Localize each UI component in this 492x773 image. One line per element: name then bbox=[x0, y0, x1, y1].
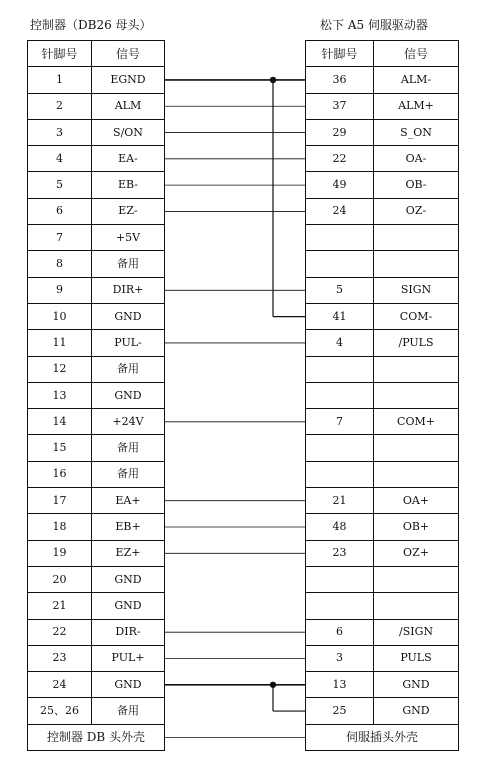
left-signal-cell: GND bbox=[92, 382, 165, 408]
right-pin-cell: 48 bbox=[306, 514, 374, 540]
junction-dot bbox=[270, 682, 276, 688]
right-signal-cell: OZ- bbox=[374, 198, 459, 224]
junction-dot bbox=[270, 77, 276, 83]
left-signal-cell: PUL+ bbox=[92, 645, 165, 671]
left-pin-header: 针脚号 bbox=[28, 41, 92, 67]
right-signal-cell: ALM- bbox=[374, 67, 459, 93]
left-pin-cell: 19 bbox=[28, 540, 92, 566]
right-pin-cell: 24 bbox=[306, 198, 374, 224]
left-signal-cell: +24V bbox=[92, 409, 165, 435]
left-signal-cell: EB- bbox=[92, 172, 165, 198]
right-pin-cell: 49 bbox=[306, 172, 374, 198]
right-pin-cell: 29 bbox=[306, 119, 374, 145]
left-pin-cell: 21 bbox=[28, 593, 92, 619]
left-pin-cell: 2 bbox=[28, 93, 92, 119]
left-pin-cell: 22 bbox=[28, 619, 92, 645]
left-signal-header: 信号 bbox=[92, 41, 165, 67]
right-shell-label: 伺服插头外壳 bbox=[306, 724, 459, 750]
right-signal-cell: OA+ bbox=[374, 488, 459, 514]
right-signal-header: 信号 bbox=[374, 41, 459, 67]
left-pin-cell: 9 bbox=[28, 277, 92, 303]
right-signal-cell: OB+ bbox=[374, 514, 459, 540]
left-pin-cell: 5 bbox=[28, 172, 92, 198]
right-signal-cell: /SIGN bbox=[374, 619, 459, 645]
left-pin-cell: 15 bbox=[28, 435, 92, 461]
left-pin-cell: 14 bbox=[28, 409, 92, 435]
right-pin-cell: 22 bbox=[306, 146, 374, 172]
right-pin-cell: 5 bbox=[306, 277, 374, 303]
left-signal-cell: EA+ bbox=[92, 488, 165, 514]
left-pin-cell: 23 bbox=[28, 645, 92, 671]
left-signal-cell: 备用 bbox=[92, 698, 165, 724]
left-signal-cell: 备用 bbox=[92, 356, 165, 382]
right-pin-cell: 6 bbox=[306, 619, 374, 645]
right-title: 松下 A5 伺服驱动器 bbox=[320, 18, 428, 32]
left-signal-cell: EGND bbox=[92, 67, 165, 93]
right-pin-cell: 4 bbox=[306, 330, 374, 356]
right-pin-cell: 36 bbox=[306, 67, 374, 93]
left-signal-cell: EZ+ bbox=[92, 540, 165, 566]
left-pin-cell: 8 bbox=[28, 251, 92, 277]
right-signal-cell: GND bbox=[374, 698, 459, 724]
right-pin-cell: 13 bbox=[306, 672, 374, 698]
right-pin-cell: 25 bbox=[306, 698, 374, 724]
left-pin-cell: 13 bbox=[28, 382, 92, 408]
left-signal-cell: GND bbox=[92, 593, 165, 619]
right-signal-cell: COM- bbox=[374, 303, 459, 329]
right-signal-cell: OZ+ bbox=[374, 540, 459, 566]
left-pin-cell: 24 bbox=[28, 672, 92, 698]
left-pin-cell: 10 bbox=[28, 303, 92, 329]
left-signal-cell: 备用 bbox=[92, 461, 165, 487]
left-title: 控制器（DB26 母头） bbox=[30, 18, 152, 32]
left-shell-label: 控制器 DB 头外壳 bbox=[28, 724, 165, 750]
right-pin-cell: 23 bbox=[306, 540, 374, 566]
left-signal-cell: EA- bbox=[92, 146, 165, 172]
left-signal-cell: S/ON bbox=[92, 119, 165, 145]
right-signal-cell: /PULS bbox=[374, 330, 459, 356]
left-pin-cell: 4 bbox=[28, 146, 92, 172]
left-signal-cell: EB+ bbox=[92, 514, 165, 540]
right-signal-cell: GND bbox=[374, 672, 459, 698]
right-pin-cell: 3 bbox=[306, 645, 374, 671]
left-pin-cell: 7 bbox=[28, 225, 92, 251]
right-pin-cell: 21 bbox=[306, 488, 374, 514]
left-signal-cell: 备用 bbox=[92, 435, 165, 461]
right-pin-cell: 41 bbox=[306, 303, 374, 329]
left-pin-cell: 1 bbox=[28, 67, 92, 93]
left-signal-cell: GND bbox=[92, 672, 165, 698]
left-signal-cell: GND bbox=[92, 566, 165, 592]
right-signal-cell: OA- bbox=[374, 146, 459, 172]
left-pin-cell: 3 bbox=[28, 119, 92, 145]
left-signal-cell: PUL- bbox=[92, 330, 165, 356]
left-signal-cell: +5V bbox=[92, 225, 165, 251]
left-signal-cell: DIR+ bbox=[92, 277, 165, 303]
left-signal-cell: ALM bbox=[92, 93, 165, 119]
left-pin-cell: 12 bbox=[28, 356, 92, 382]
right-signal-cell: PULS bbox=[374, 645, 459, 671]
left-pin-cell: 16 bbox=[28, 461, 92, 487]
left-signal-cell: DIR- bbox=[92, 619, 165, 645]
left-signal-cell: EZ- bbox=[92, 198, 165, 224]
right-signal-cell: S_ON bbox=[374, 119, 459, 145]
left-pin-cell: 20 bbox=[28, 566, 92, 592]
right-signal-cell: SIGN bbox=[374, 277, 459, 303]
left-pin-cell: 17 bbox=[28, 488, 92, 514]
right-pin-cell: 7 bbox=[306, 409, 374, 435]
left-pin-cell: 18 bbox=[28, 514, 92, 540]
right-signal-cell: COM+ bbox=[374, 409, 459, 435]
right-signal-cell: ALM+ bbox=[374, 93, 459, 119]
left-signal-cell: 备用 bbox=[92, 251, 165, 277]
right-signal-cell: OB- bbox=[374, 172, 459, 198]
left-pin-cell: 6 bbox=[28, 198, 92, 224]
left-signal-cell: GND bbox=[92, 303, 165, 329]
right-pin-cell: 37 bbox=[306, 93, 374, 119]
left-pin-cell: 25、26 bbox=[28, 698, 92, 724]
right-pin-header: 针脚号 bbox=[306, 41, 374, 67]
left-pin-cell: 11 bbox=[28, 330, 92, 356]
